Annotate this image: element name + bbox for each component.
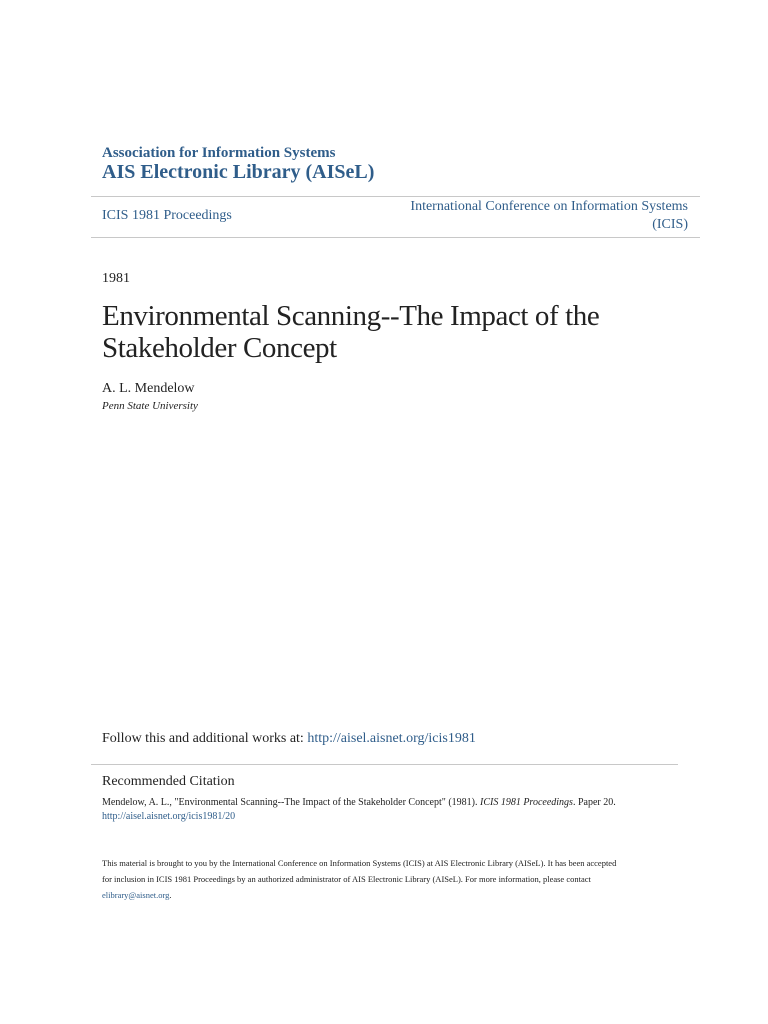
notice-email-suffix: . [169, 890, 172, 900]
citation-text [102, 796, 702, 824]
citation-after: . Paper 20. [572, 797, 616, 808]
citation-plain: Mendelow, A. L., "Environmental Scanning--The Impact of the Stakeholder Concept" (1981). [102, 797, 480, 808]
collection-url-link[interactable]: http://aisel.aisnet.org/icis1981 [307, 731, 476, 746]
author-name: A. L. Mendelow [102, 381, 195, 396]
follow-line [102, 731, 476, 747]
paper-url-link[interactable]: http://aisel.aisnet.org/icis1981/20 [102, 811, 236, 822]
recommended-citation-heading: Recommended Citation [102, 774, 235, 789]
copyright-notice [102, 855, 682, 903]
conference-link[interactable] [388, 198, 688, 234]
citation-divider [91, 764, 678, 765]
author-affiliation: Penn State University [102, 400, 198, 412]
conference-link-line2: (ICIS) [652, 217, 688, 232]
conference-link-line1: International Conference on Information Systems [410, 199, 688, 214]
paper-title-line1: Environmental Scanning--The Impact of the [102, 300, 600, 332]
notice-line2: for inclusion in ICIS 1981 Proceedings by an authorized administrator of AIS Electronic Library (AISeL). For more information, please contact [102, 874, 591, 884]
paper-title-line2: Stakeholder Concept [102, 332, 337, 364]
header-divider-top [91, 196, 700, 197]
header-divider-bottom [91, 237, 700, 238]
publication-year: 1981 [102, 271, 130, 286]
proceedings-link[interactable]: ICIS 1981 Proceedings [102, 208, 232, 223]
notice-line1: This material is brought to you by the International Conference on Information Systems (ICIS) at AIS Electronic Library (AISeL). It has been accepted [102, 858, 617, 868]
citation-italic: ICIS 1981 Proceedings [479, 797, 573, 808]
paper-title [102, 300, 642, 364]
contact-email-link[interactable]: elibrary@aisnet.org [102, 890, 170, 900]
association-name: Association for Information Systems [102, 145, 336, 161]
library-name-link[interactable]: AIS Electronic Library (AISeL) [102, 161, 375, 183]
follow-text: Follow this and additional works at: [102, 731, 308, 746]
